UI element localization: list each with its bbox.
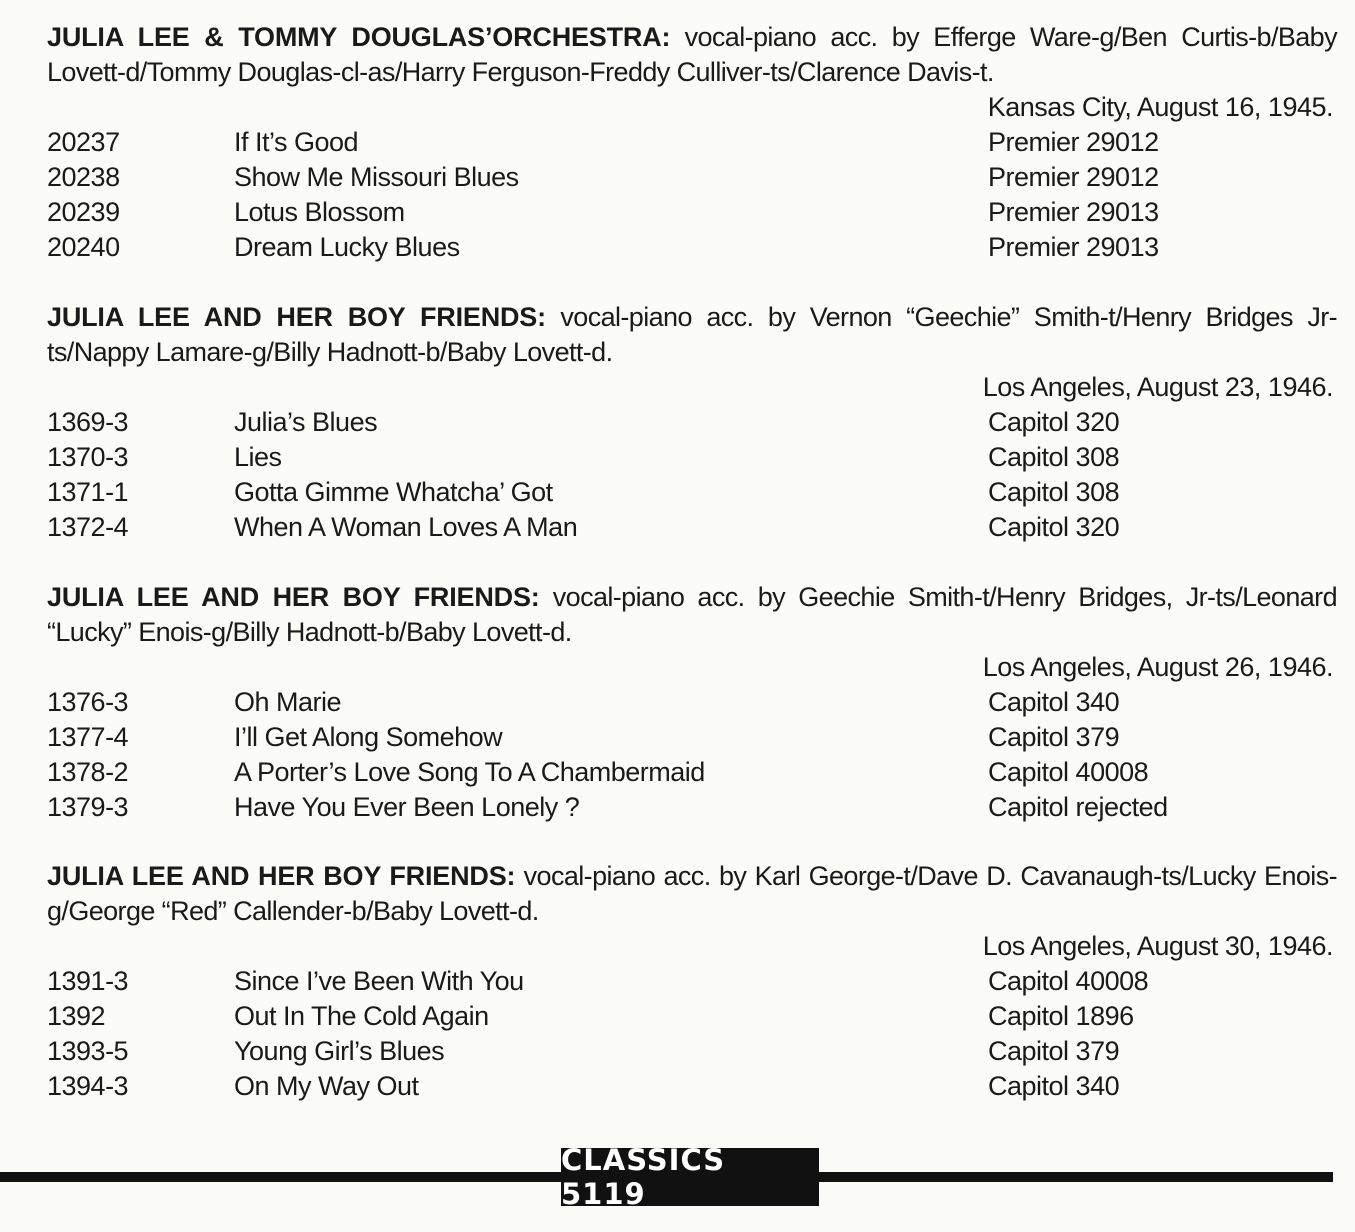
issue-number: Capitol 40008	[988, 757, 1149, 787]
track-title: Julia’s Blues	[234, 407, 378, 437]
track-title: On My Way Out	[234, 1071, 419, 1101]
matrix-number: 1376-3	[47, 687, 129, 717]
session-3	[47, 580, 1337, 825]
track-row	[47, 230, 1337, 265]
issue-number: Premier 29012	[988, 162, 1159, 192]
issue-number: Capitol 1896	[988, 1001, 1134, 1031]
matrix-number: 1378-2	[47, 757, 129, 787]
matrix-number: 1392	[47, 1001, 106, 1031]
matrix-number: 1391-3	[47, 966, 129, 996]
issue-number: Capitol 40008	[988, 966, 1149, 996]
track-list	[47, 964, 1337, 1104]
track-title: Oh Marie	[234, 687, 342, 717]
issue-number: Capitol rejected	[988, 792, 1168, 822]
recording-location: Los Angeles, August 26, 1946.	[982, 652, 1333, 682]
issue-number: Capitol 340	[988, 1071, 1120, 1101]
session-personnel	[47, 20, 1337, 90]
track-row	[47, 1034, 1337, 1069]
track-row	[47, 160, 1337, 195]
track-row	[47, 685, 1337, 720]
matrix-number: 1393-5	[47, 1036, 129, 1066]
track-row	[47, 755, 1337, 790]
session-1	[47, 20, 1337, 265]
matrix-number: 20239	[47, 197, 120, 227]
band-name: JULIA LEE & TOMMY DOUGLAS’ORCHESTRA:	[47, 22, 671, 52]
track-row	[47, 510, 1337, 545]
personnel-text: vocal-piano acc. by Vernon “Geechie” Smith-t/Henry Bridges Jr-ts/Nappy Lamare-g/Billy Hadnott-b/Baby Lovett-d.	[47, 302, 1337, 367]
matrix-number: 1377-4	[47, 722, 129, 752]
track-list	[47, 685, 1337, 825]
track-list	[47, 405, 1337, 545]
matrix-number: 20237	[47, 127, 120, 157]
matrix-number: 20240	[47, 232, 120, 262]
issue-number: Capitol 379	[988, 722, 1120, 752]
matrix-number: 1369-3	[47, 407, 129, 437]
personnel-text: vocal-piano acc. by Geechie Smith-t/Henry Bridges, Jr-ts/Leonard “Lucky” Enois-g/Billy Hadnott-b/Baby Lovett-d.	[47, 582, 1337, 647]
session-2	[47, 300, 1337, 545]
track-row	[47, 790, 1337, 825]
track-title: I’ll Get Along Somehow	[234, 722, 503, 752]
issue-number: Capitol 320	[988, 512, 1120, 542]
matrix-number: 1370-3	[47, 442, 129, 472]
track-title: Since I’ve Been With You	[234, 966, 524, 996]
track-row	[47, 964, 1337, 999]
issue-number: Capitol 320	[988, 407, 1120, 437]
matrix-number: 1372-4	[47, 512, 129, 542]
issue-number: Premier 29013	[988, 232, 1159, 262]
track-title: Young Girl’s Blues	[234, 1036, 445, 1066]
matrix-number: 1379-3	[47, 792, 129, 822]
track-title: Show Me Missouri Blues	[234, 162, 519, 192]
band-name: JULIA LEE AND HER BOY FRIENDS:	[47, 861, 516, 891]
track-title: A Porter’s Love Song To A Chambermaid	[234, 757, 705, 787]
track-row	[47, 195, 1337, 230]
track-list	[47, 125, 1337, 265]
track-row	[47, 720, 1337, 755]
track-row	[47, 1069, 1337, 1104]
catalog-badge: CLASSICS 5119	[561, 1148, 819, 1206]
session-4	[47, 859, 1337, 1104]
session-personnel	[47, 859, 1337, 929]
track-row	[47, 475, 1337, 510]
track-title: When A Woman Loves A Man	[234, 512, 578, 542]
issue-number: Premier 29013	[988, 197, 1159, 227]
track-title: Out In The Cold Again	[234, 1001, 489, 1031]
recording-location: Los Angeles, August 23, 1946.	[982, 372, 1333, 402]
track-row	[47, 405, 1337, 440]
track-title: Dream Lucky Blues	[234, 232, 460, 262]
issue-number: Premier 29012	[988, 127, 1159, 157]
personnel-text: vocal-piano acc. by Karl George-t/Dave D. Cavanaugh-ts/Lucky Enois-g/George “Red” Callender-b/Baby Lovett-d.	[47, 861, 1337, 926]
track-title: Gotta Gimme Whatcha’ Got	[234, 477, 553, 507]
issue-number: Capitol 308	[988, 442, 1120, 472]
track-row	[47, 125, 1337, 160]
track-title: Lies	[234, 442, 282, 472]
issue-number: Capitol 379	[988, 1036, 1120, 1066]
matrix-number: 1371-1	[47, 477, 129, 507]
track-title: Have You Ever Been Lonely ?	[234, 792, 580, 822]
track-title: Lotus Blossom	[234, 197, 405, 227]
recording-location: Los Angeles, August 30, 1946.	[982, 931, 1333, 961]
matrix-number: 20238	[47, 162, 120, 192]
issue-number: Capitol 340	[988, 687, 1120, 717]
band-name: JULIA LEE AND HER BOY FRIENDS:	[47, 582, 540, 612]
band-name: JULIA LEE AND HER BOY FRIENDS:	[47, 302, 546, 332]
track-title: If It’s Good	[234, 127, 359, 157]
recording-location: Kansas City, August 16, 1945.	[987, 92, 1333, 122]
session-personnel	[47, 300, 1337, 370]
track-row	[47, 999, 1337, 1034]
session-personnel	[47, 580, 1337, 650]
personnel-text: vocal-piano acc. by Efferge Ware-g/Ben Curtis-b/Baby Lovett-d/Tommy Douglas-cl-as/Harry Ferguson-Freddy Culliver-ts/Clarence Davis-t.	[47, 22, 1337, 87]
issue-number: Capitol 308	[988, 477, 1120, 507]
matrix-number: 1394-3	[47, 1071, 129, 1101]
track-row	[47, 440, 1337, 475]
